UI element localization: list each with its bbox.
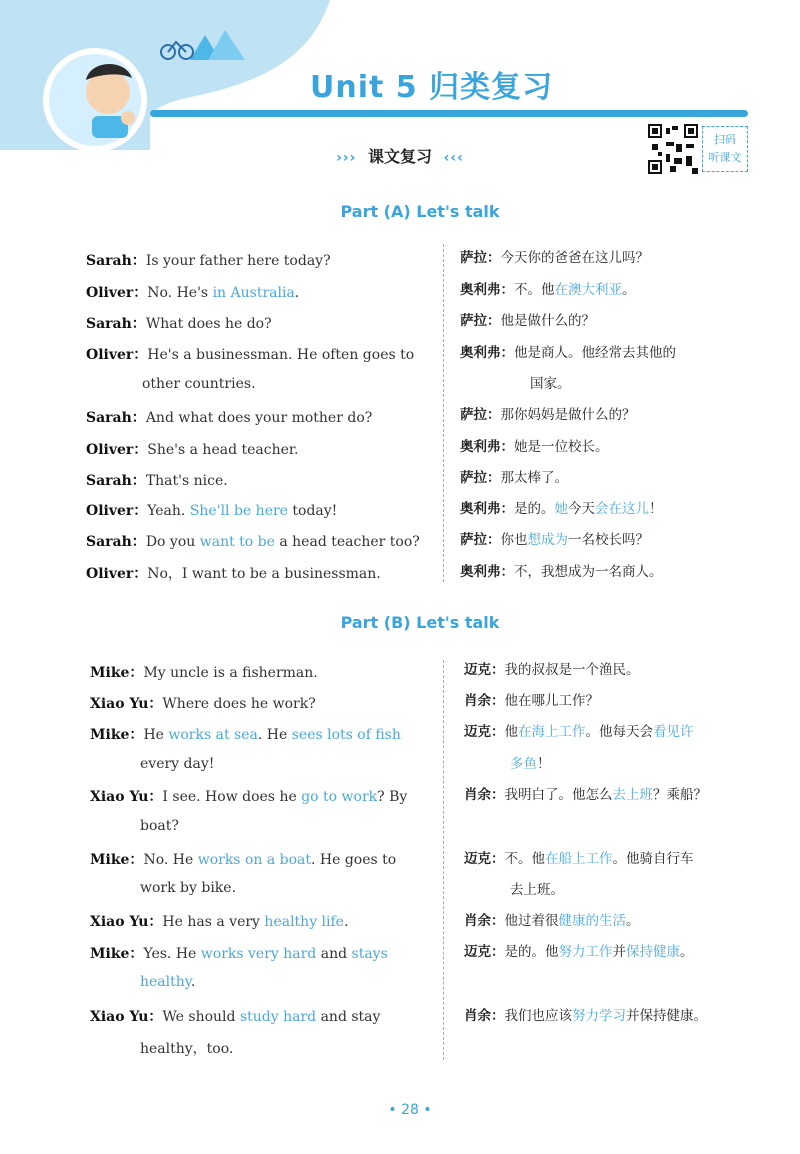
- speaker-name: Oliver：: [86, 566, 148, 582]
- dialogue-line: [464, 720, 694, 740]
- dialogue-line: [90, 943, 388, 963]
- highlighted-phrase: study hard: [239, 1009, 317, 1025]
- dialogue-line: [464, 658, 640, 678]
- dialogue-line: [510, 752, 551, 772]
- highlighted-phrase: 在澳大利亚: [554, 282, 622, 298]
- line-text: My uncle is a fisherman.: [143, 665, 318, 681]
- dialogue-line: [90, 911, 348, 931]
- line-text: 国家。: [530, 376, 571, 392]
- speaker-name: 迈克：: [464, 662, 505, 678]
- line-text: ? By: [377, 789, 408, 805]
- page-number: • 28 •: [388, 1102, 432, 1118]
- speaker-name: 迈克：: [464, 724, 505, 740]
- line-text: .: [190, 974, 196, 990]
- speaker-name: Xiao Yu：: [90, 696, 163, 712]
- highlighted-phrase: 她: [554, 501, 568, 517]
- line-text: No. He: [143, 852, 198, 868]
- line-text: 那你妈妈是做什么的？: [500, 407, 636, 423]
- highlighted-phrase: She'll be here: [189, 503, 288, 519]
- speaker-name: Oliver：: [86, 285, 148, 301]
- line-text: Yes. He: [143, 946, 201, 962]
- speaker-name: Sarah：: [86, 316, 146, 332]
- dialogue-line: [90, 849, 396, 869]
- dialogue-line: [90, 693, 316, 713]
- highlighted-phrase: works at sea: [168, 727, 258, 743]
- speaker-name: 萨拉：: [460, 532, 501, 548]
- line-text: Where does he work?: [162, 696, 316, 712]
- speaker-name: Mike：: [90, 852, 144, 868]
- line-text: today!: [287, 503, 338, 519]
- line-text: 我们也应该: [504, 1008, 572, 1024]
- column-divider: [443, 244, 444, 582]
- line-text: 我的叔叔是一个渔民。: [504, 662, 640, 678]
- dialogue-line: [464, 909, 640, 929]
- highlighted-phrase: 看见许: [653, 724, 694, 740]
- left-arrows-icon: ›››: [336, 150, 357, 166]
- dialogue-line: [140, 880, 236, 896]
- dialogue-line: [460, 403, 636, 423]
- speaker-name: Oliver：: [86, 503, 148, 519]
- speaker-name: Oliver：: [86, 442, 148, 458]
- dialogue-line: [464, 847, 694, 867]
- dialogue-line: [90, 724, 401, 744]
- dialogue-line: [140, 756, 214, 772]
- dialogue-line: [142, 376, 256, 392]
- line-text: 他过着很: [504, 913, 559, 929]
- dialogue-line: [140, 818, 179, 834]
- header-underline: [150, 110, 748, 117]
- dialogue-line: [86, 313, 272, 333]
- line-text: 今天你的爸爸在这儿吗？: [500, 250, 649, 266]
- dialogue-line: [86, 344, 414, 364]
- dialogue-line: [460, 341, 676, 361]
- line-text: He's a businessman. He often goes to: [147, 347, 415, 363]
- part-a-title: Part (A) Let's talk: [340, 202, 500, 221]
- section-title: ››› 课文复习 ‹‹‹: [336, 147, 464, 166]
- highlighted-phrase: 在船上工作: [545, 851, 613, 867]
- dialogue-line: [86, 250, 331, 270]
- dialogue-line: [90, 1006, 380, 1026]
- dialogue-line: [86, 470, 228, 490]
- speaker-name: Sarah：: [86, 473, 146, 489]
- highlighted-phrase: go to work: [301, 789, 378, 805]
- highlighted-phrase: 会在这儿: [595, 501, 649, 517]
- speaker-name: Mike：: [90, 727, 144, 743]
- line-text: 他是做什么的？: [500, 313, 595, 329]
- part-b-title: Part (B) Let's talk: [340, 613, 500, 632]
- highlighted-phrase: sees lots of fish: [291, 727, 401, 743]
- line-text: He: [143, 727, 169, 743]
- speaker-name: Mike：: [90, 665, 144, 681]
- line-text: other countries.: [142, 376, 256, 392]
- line-text: 是的。他: [504, 944, 559, 960]
- highlighted-phrase: 保持健康: [626, 944, 680, 960]
- dialogue-line: [90, 786, 407, 806]
- highlighted-phrase: works very hard: [200, 946, 317, 962]
- line-text: 今天: [568, 501, 595, 517]
- line-text: And what does your mother do?: [145, 410, 373, 426]
- highlighted-phrase: 在海上工作: [518, 724, 586, 740]
- speaker-name: 奥利弗：: [460, 439, 514, 455]
- line-text: 他在哪儿工作？: [504, 693, 599, 709]
- dialogue-line: [460, 278, 636, 298]
- highlighted-phrase: healthy life: [264, 914, 344, 930]
- line-text: 她是一位校长。: [514, 439, 609, 455]
- line-text: healthy，too.: [140, 1041, 234, 1057]
- speaker-name: 肖余：: [464, 913, 505, 929]
- dialogue-line: [460, 560, 663, 580]
- highlighted-phrase: stays: [351, 946, 388, 962]
- line-text: ！: [537, 756, 551, 772]
- line-text: 我明白了。他怎么: [504, 787, 613, 803]
- speaker-name: 萨拉：: [460, 407, 501, 423]
- dialogue-line: [86, 500, 337, 520]
- line-text: What does he do?: [145, 316, 272, 332]
- speaker-name: 萨拉：: [460, 313, 501, 329]
- line-text: 去上班。: [510, 882, 564, 898]
- line-text: 一名校长吗？: [568, 532, 649, 548]
- line-text: 是的。: [514, 501, 555, 517]
- dialogue-line: [460, 246, 649, 266]
- line-text: 。: [626, 913, 640, 929]
- speaker-name: Xiao Yu：: [90, 914, 163, 930]
- highlighted-phrase: 努力工作: [558, 944, 613, 960]
- column-divider: [443, 660, 444, 1060]
- dialogue-line: [464, 1004, 707, 1024]
- dialogue-line: [140, 1038, 233, 1058]
- line-text: Yeah.: [147, 503, 190, 519]
- speaker-name: 奥利弗：: [460, 564, 514, 580]
- dialogue-line: [86, 282, 299, 302]
- speaker-name: 萨拉：: [460, 250, 501, 266]
- line-text: every day!: [140, 756, 215, 772]
- dialogue-line: [464, 689, 599, 709]
- line-text: No，I want to be a businessman.: [147, 566, 381, 582]
- dialogue-line: [464, 783, 707, 803]
- dialogue-line: [460, 466, 568, 486]
- dialogue-line: [86, 439, 299, 459]
- line-text: Is your father here today?: [145, 253, 331, 269]
- speaker-name: Sarah：: [86, 253, 146, 269]
- dialogue-line: [90, 662, 318, 682]
- highlighted-phrase: 想成为: [527, 532, 568, 548]
- line-text: 。他骑自行车: [612, 851, 694, 867]
- speaker-name: Sarah：: [86, 534, 146, 550]
- line-text: 不。他: [514, 282, 555, 298]
- line-text: .: [294, 285, 300, 301]
- line-text: ！: [649, 501, 663, 517]
- dialogue-line: [460, 435, 609, 455]
- highlighted-phrase: works on a boat: [197, 852, 311, 868]
- header-decoration: [0, 0, 330, 150]
- line-text: 那太棒了。: [500, 470, 568, 486]
- line-text: No. He's: [147, 285, 213, 301]
- speaker-name: Xiao Yu：: [90, 789, 163, 805]
- speaker-name: Xiao Yu：: [90, 1009, 163, 1025]
- highlighted-phrase: want to be: [199, 534, 275, 550]
- dialogue-line: [460, 497, 663, 517]
- line-text: We should: [162, 1009, 240, 1025]
- line-text: ？乘船？: [653, 787, 707, 803]
- line-text: 不，我想成为一名商人。: [514, 564, 663, 580]
- dialogue-line: [510, 878, 564, 898]
- highlighted-phrase: in Australia: [212, 285, 295, 301]
- speaker-name: 奥利弗：: [460, 282, 514, 298]
- dialogue-line: [464, 940, 694, 960]
- right-arrows-icon: ‹‹‹: [443, 150, 464, 166]
- line-text: 并: [612, 944, 626, 960]
- highlighted-phrase: 去上班: [612, 787, 653, 803]
- speaker-name: 肖余：: [464, 787, 505, 803]
- highlighted-phrase: healthy: [140, 974, 191, 990]
- line-text: 。: [622, 282, 636, 298]
- line-text: 他是商人。他经常去其他的: [514, 345, 676, 361]
- highlighted-phrase: 努力学习: [572, 1008, 626, 1024]
- line-text: a head teacher too?: [274, 534, 420, 550]
- speaker-name: 奥利弗：: [460, 501, 514, 517]
- line-text: 你也: [500, 532, 528, 548]
- line-text: . He: [257, 727, 292, 743]
- line-text: She's a head teacher.: [147, 442, 299, 458]
- page-title: Unit 5 归类复习: [310, 70, 554, 105]
- speaker-name: 萨拉：: [460, 470, 501, 486]
- dialogue-line: [460, 309, 595, 329]
- line-text: and stay: [316, 1009, 381, 1025]
- line-text: 。: [680, 944, 694, 960]
- line-text: 他: [504, 724, 518, 740]
- highlighted-phrase: 健康的生活: [558, 913, 626, 929]
- speaker-name: 迈克：: [464, 944, 505, 960]
- dialogue-line: [460, 528, 649, 548]
- line-text: and: [316, 946, 352, 962]
- dialogue-line: [86, 407, 372, 427]
- line-text: 。他每天会: [585, 724, 653, 740]
- line-text: boat?: [140, 818, 179, 834]
- speaker-name: 迈克：: [464, 851, 505, 867]
- speaker-name: 奥利弗：: [460, 345, 514, 361]
- speaker-name: 肖余：: [464, 693, 505, 709]
- line-text: He has a very: [162, 914, 265, 930]
- line-text: 不。他: [504, 851, 545, 867]
- line-text: That's nice.: [145, 473, 228, 489]
- line-text: 并保持健康。: [626, 1008, 707, 1024]
- dialogue-line: [530, 372, 571, 392]
- speaker-name: Oliver：: [86, 347, 148, 363]
- line-text: I see. How does he: [162, 789, 302, 805]
- highlighted-phrase: 多鱼: [510, 756, 537, 772]
- dialogue-line: [86, 531, 420, 551]
- line-text: . He goes to: [311, 852, 397, 868]
- speaker-name: 肖余：: [464, 1008, 505, 1024]
- scan-to-listen-label: 扫码 听课文: [702, 126, 748, 172]
- dialogue-line: [140, 974, 195, 990]
- line-text: work by bike.: [140, 880, 237, 896]
- line-text: .: [343, 914, 349, 930]
- dialogue-line: [86, 563, 381, 583]
- speaker-name: Mike：: [90, 946, 144, 962]
- speaker-name: Sarah：: [86, 410, 146, 426]
- line-text: Do you: [145, 534, 200, 550]
